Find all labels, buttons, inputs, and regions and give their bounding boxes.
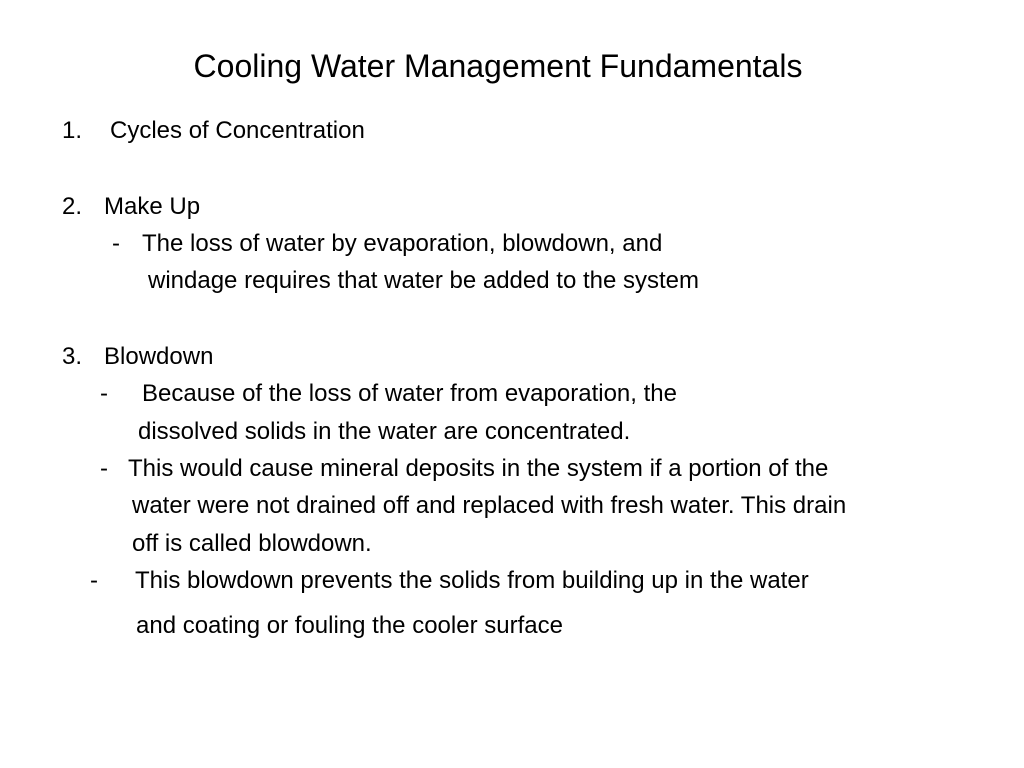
list-item-1 (62, 117, 365, 145)
bullet-line-continuation: dissolved solids in the water are concentrated. (138, 418, 631, 445)
dash-marker: - (112, 230, 120, 257)
bullet-text: This blowdown prevents the solids from building up in the water (135, 567, 809, 594)
bullet-line-continuation: windage requires that water be added to the system (148, 267, 699, 294)
bullet-text: Because of the loss of water from evaporation, the (142, 380, 677, 407)
bullet-line (90, 567, 809, 595)
dash-marker: - (100, 380, 108, 407)
list-number: 3. (62, 343, 83, 370)
list-item-3 (62, 343, 213, 371)
bullet-text: This would cause mineral deposits in the system if a portion of the (128, 455, 829, 482)
bullet-line-continuation: water were not drained off and replaced with fresh water. This drain (132, 492, 847, 519)
bullet-line (100, 455, 828, 483)
list-heading-blowdown: Blowdown (104, 343, 214, 370)
list-number: 1. (62, 117, 83, 144)
list-number: 2. (62, 193, 83, 220)
dash-marker: - (90, 567, 98, 594)
bullet-line-continuation: off is called blowdown. (132, 530, 372, 557)
list-item-2 (62, 193, 200, 221)
bullet-line-continuation: and coating or fouling the cooler surface (136, 612, 563, 639)
dash-marker: - (100, 455, 108, 482)
list-heading-make-up: Make Up (104, 193, 201, 220)
list-heading-cycles-of-concentration: Cycles of Concentration (110, 117, 365, 144)
bullet-text: The loss of water by evaporation, blowdown, and (142, 230, 663, 257)
bullet-line (100, 380, 677, 408)
bullet-line (112, 230, 662, 258)
slide-title: Cooling Water Management Fundamentals (193, 48, 803, 84)
